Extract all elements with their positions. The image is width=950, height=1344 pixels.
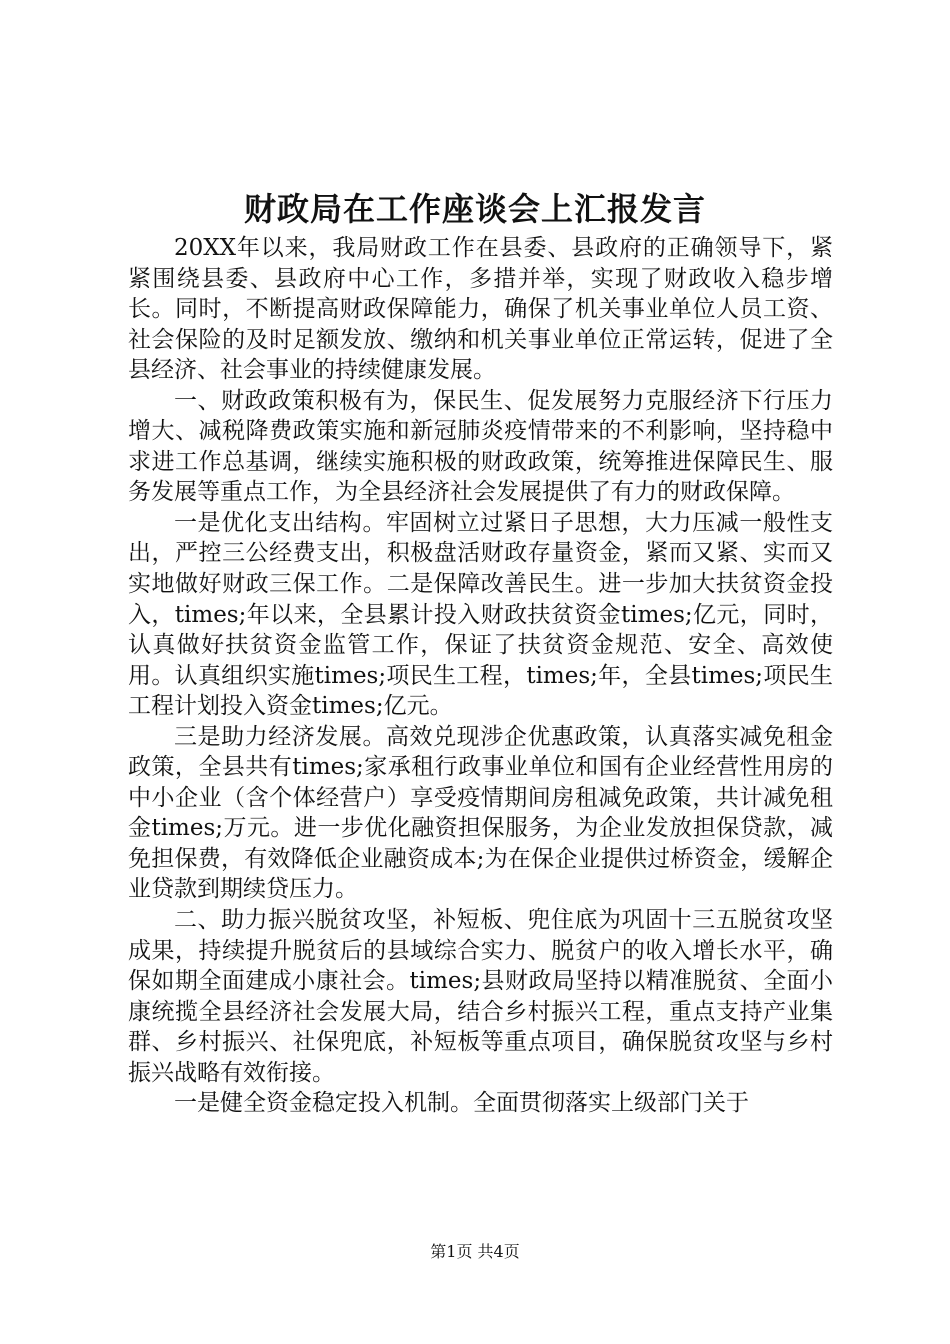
paragraph-section-2: 二、助力振兴脱贫攻坚，补短板、兜住底为巩固十三五脱贫攻坚成果，持续提升脱贫后的县域综合实力、脱贫户的收入增长水平，确保如期全面建成小康社会。times;县财政局坚持以精准脱贫、全面小康统揽全县经济社会发展大局，结合乡村振兴工程，重点支持产业集群、乡村振兴、社保兜底，补短板等重点项目，确保脱贫攻坚与乡村振兴战略有效衔接。: [128, 907, 833, 1086]
paragraph-intro: 20XX年以来，我局财政工作在县委、县政府的正确领导下，紧紧围绕县委、县政府中心工作，多措并举，实现了财政收入稳步增长。同时，不断提高财政保障能力，确保了机关事业单位人员工资、社会保险的及时足额发放、缴纳和机关事业单位正常运转，促进了全县经济、社会事业的持续健康发展。: [128, 235, 833, 384]
page-title: 财政局在工作座谈会上汇报发言: [243, 190, 706, 228]
paragraph-item-3: 三是助力经济发展。高效兑现涉企优惠政策，认真落实减免租金政策，全县共有times;家承租行政事业单位和国有企业经营性用房的中小企业（含个体经营户）享受疫情期间房租减免政策，共计减免租金times;万元。进一步优化融资担保服务，为企业发放担保贷款，减免担保费，有效降低企业融资成本;为在保企业提供过桥资金，缓解企业贷款到期续贷压力。: [128, 723, 833, 903]
paragraph-section-1: 一、财政政策积极有为，保民生、促发展努力克服经济下行压力增大、减税降费政策实施和新冠肺炎疫情带来的不利影响，坚持稳中求进工作总基调，继续实施积极的财政政策，统筹推进保障民生、服务发展等重点工作，为全县经济社会发展提供了有力的财政保障。: [128, 387, 833, 506]
paragraph-section-2-item-1: 一是健全资金稳定投入机制。全面贯彻落实上级部门关于: [174, 1090, 749, 1117]
paragraph-item-1-2: 一是优化支出结构。牢固树立过紧日子思想，大力压减一般性支出，严控三公经费支出，积极盘活财政存量资金，紧而又紧、实而又实地做好财政三保工作。二是保障改善民生。进一步加大扶贫资金投入，times;年以来，全县累计投入财政扶贫资金times;亿元，同时，认真做好扶贫资金监管工作，保证了扶贫资金规范、安全、高效使用。认真组织实施times;项民生工程，times;年，全县times;项民生工程计划投入资金times;亿元。: [128, 509, 833, 720]
page-footer: 第1页 共4页: [430, 1242, 520, 1261]
document-body: [128, 233, 833, 1119]
